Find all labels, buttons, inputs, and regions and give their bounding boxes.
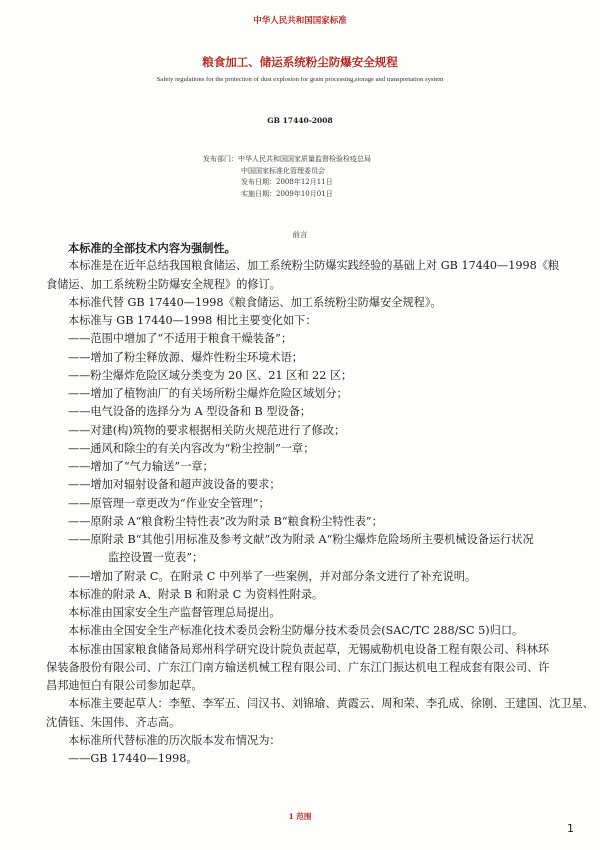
text-line: 本标准的全部技术内容为强制性。: [68, 241, 236, 255]
effective-date: 实施日期：2009年10月01日: [241, 189, 333, 198]
issuer-line: [203, 154, 371, 166]
text-line: 本标准由国家粮食储备局郑州科学研究设计院负责起草，无锡威勒机电设备工程有限公司、科林环: [68, 642, 550, 656]
list-item: ——增加了粉尘释放源、爆炸性粉尘环境术语；: [68, 350, 303, 364]
issuer-2: 中国国家标准化管理委员会: [241, 166, 325, 175]
text-line: 本标准与 GB 17440—1998 相比主要变化如下：: [68, 314, 317, 327]
text-line: 沈倩钰、朱国伟、齐志高。: [46, 715, 181, 729]
list-item: ——增加了植物油厂的有关场所粉尘爆炸危险区域划分；: [68, 387, 348, 400]
publication-meta: [203, 154, 371, 200]
text-line: 昌邦迪恒白有限公司参加起草。: [46, 679, 203, 692]
text-line: 本标准主要起草人：李堑、李军五、闫汉书、刘锦瑜、黄霞云、周和荣、李孔成、徐刚、王建国、沈卫星、: [68, 697, 594, 711]
text-line: 本标准是在近年总结我国粮食储运、加工系统粉尘防爆实践经验的基础上对 GB 17440—1998《粮: [68, 259, 560, 273]
text-line: 食储运、加工系统粉尘防爆安全规程》的修订。: [46, 277, 281, 291]
document-title: 粮食加工、储运系统粉尘防爆安全规程: [202, 55, 398, 69]
page-number: 1: [567, 822, 574, 835]
list-item: ——粉尘爆炸危险区域分类变为 20 区、21 区和 22 区；: [68, 368, 353, 382]
preface-body: [46, 239, 594, 768]
list-item: ——增加对辐射设备和超声波设备的要求；: [68, 478, 281, 492]
issuers-label: 发布部门：: [203, 155, 238, 163]
national-standard-label: 中华人民共和国国家标准: [253, 16, 347, 26]
text-line: 本标准的附录 A、附录 B 和附录 C 为资料性附录。: [68, 587, 324, 601]
text-line: 本标准由全国安全生产标准化技术委员会粉尘防爆分技术委员会(SAC/TC 288/SC 5)归口。: [68, 624, 524, 638]
list-item: ——对建(构)筑物的要求根据相关防火规范进行了修改；: [68, 423, 346, 437]
issuer-1: 中华人民共和国国家质量监督检验检疫总局: [238, 155, 371, 163]
section-link-scope[interactable]: 1 范围: [288, 812, 312, 821]
standard-number: GB 17440-2008: [267, 116, 333, 125]
list-item-continuation: 监控设置一览表”；: [108, 551, 204, 565]
list-item: ——GB 17440—1998。: [68, 752, 198, 765]
issue-date: 发布日期：2008年12月11日: [241, 178, 333, 186]
list-item: ——增加了“气力输送”一章；: [68, 460, 214, 473]
list-item: ——原附录 A“粮食粉尘特性表”改为附录 B“粮食粉尘特性表”；: [68, 514, 383, 528]
list-item: ——通风和除尘的有关内容改为“粉尘控制”一章；: [68, 441, 315, 455]
list-item: ——电气设备的选择分为 A 型设备和 B 型设备；: [68, 405, 312, 419]
preface-heading: 前言: [292, 230, 308, 239]
list-item: ——增加了附录 C。在附录 C 中列举了一些案例，并对部分条文进行了补充说明。: [68, 569, 477, 583]
list-item: ——原管理一章更改为“作业安全管理”；: [68, 496, 270, 510]
text-line: 保装备股份有限公司、广东江门南方输送机械工程有限公司、广东江门振达机电工程成套有限公司、许: [46, 660, 550, 674]
list-item: ——原附录 B“其他引用标准及参考文献”改为附录 A“粉尘爆炸危险场所主要机械设备运行状况: [68, 533, 534, 546]
text-line: 本标准所代替标准的历次版本发布情况为：: [68, 733, 281, 747]
list-item: ——范围中增加了“不适用于粮食干燥装备”；: [68, 332, 293, 346]
document-title-english: Safety regulations for the protection of dust explosion for grain processing,storage and transportation system: [156, 76, 444, 83]
text-line: 本标准代替 GB 17440—1998《粮食储运、加工系统粉尘防爆安全规程》。: [68, 295, 442, 309]
text-line: 本标准由国家安全生产监督管理总局提出。: [68, 606, 281, 619]
